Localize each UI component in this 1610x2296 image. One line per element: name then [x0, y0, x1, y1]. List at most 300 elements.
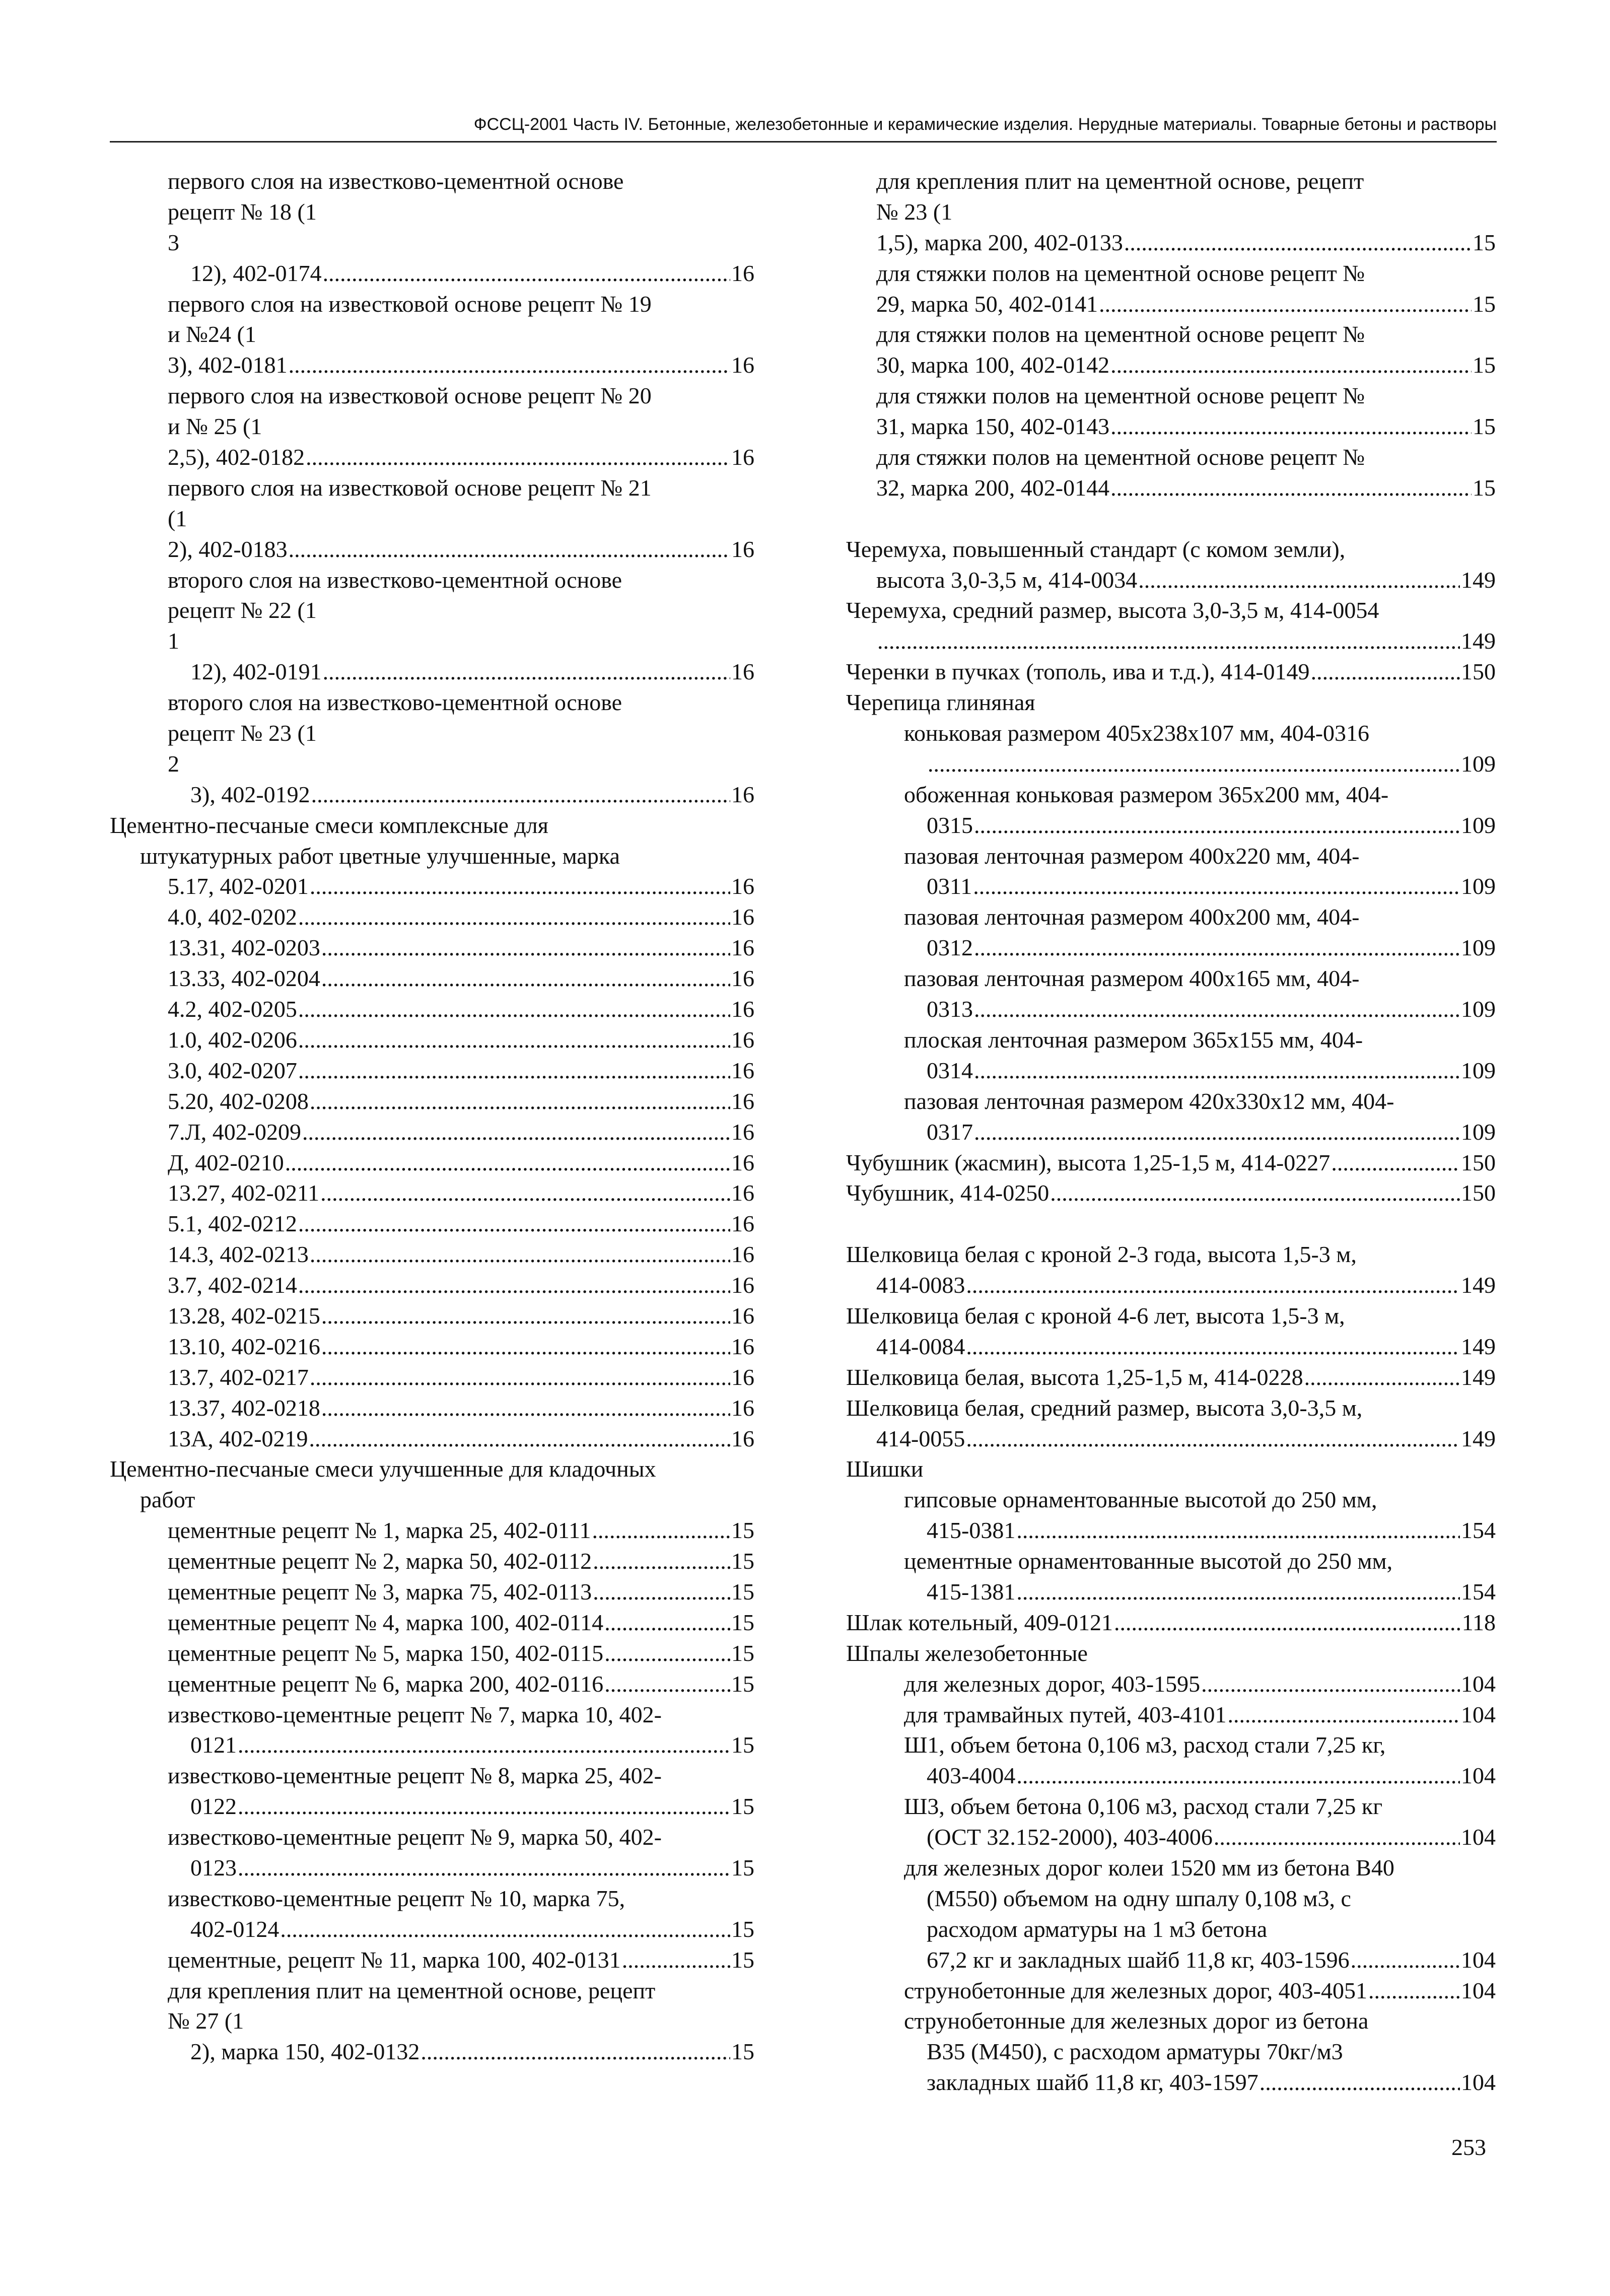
entry-text: для трамвайных путей, 403-4101: [904, 1701, 1227, 1727]
index-entry: [846, 1148, 1496, 1178]
dot-leader: [974, 1056, 1460, 1086]
index-entry: [846, 1424, 1496, 1454]
entry-text: цементные рецепт № 2, марка 50, 402-0112: [168, 1548, 592, 1574]
entry-page-number: 16: [731, 1149, 754, 1175]
index-line: Цементно-песчаные смеси улучшенные для кладочных: [110, 1456, 656, 1482]
entry-page-number: 16: [731, 996, 754, 1022]
index-line: Ш1, объем бетона 0,106 м3, расход стали 7,25 кг,: [904, 1732, 1386, 1758]
index-entry: [110, 1914, 754, 1945]
entry-text: 13А, 402-0219: [168, 1425, 308, 1451]
dot-leader: [1368, 1976, 1460, 2006]
entry-page-number: 16: [731, 1364, 754, 1390]
index-line: известково-цементные рецепт № 7, марка 10, 402-: [168, 1701, 662, 1727]
entry-text: 13.31, 402-0203: [168, 935, 320, 961]
index-line: Шелковица белая с кроной 2-3 года, высота 1,5-3 м,: [846, 1241, 1357, 1268]
dot-leader: [974, 933, 1460, 963]
entry-text: 402-0124: [190, 1916, 279, 1942]
entry-page-number: 15: [731, 1916, 754, 1942]
dot-leader: [238, 1853, 730, 1884]
index-entry: [110, 871, 754, 902]
entry-page-number: 149: [1461, 567, 1496, 593]
dot-leader: [966, 1270, 1460, 1301]
entry-page-number: 15: [731, 1793, 754, 1820]
entry-page-number: 149: [1461, 1333, 1496, 1359]
index-line: работ: [140, 1487, 195, 1513]
entry-page-number: 16: [731, 659, 754, 685]
dot-leader: [1259, 2067, 1460, 2098]
entry-page-number: 16: [731, 1302, 754, 1329]
dot-leader: [298, 994, 730, 1025]
index-entry: [846, 810, 1496, 841]
dot-leader: [298, 1025, 730, 1056]
entry-text: 0311: [927, 873, 972, 899]
entry-page-number: 15: [1473, 413, 1496, 440]
entry-text: 403-4004: [927, 1763, 1016, 1789]
entry-text: 29, марка 50, 402-0141: [876, 291, 1098, 317]
page-number: 253: [1451, 2134, 1486, 2160]
index-entry: [110, 1362, 754, 1393]
index-entry: [110, 1608, 754, 1638]
entry-page-number: 15: [731, 1548, 754, 1574]
index-entry: [110, 534, 754, 565]
entry-text: 3.7, 402-0214: [168, 1272, 297, 1298]
entry-page-number: 104: [1461, 2069, 1496, 2096]
dot-leader: [306, 442, 730, 473]
entry-page-number: 15: [731, 1854, 754, 1881]
entry-text: 1.0, 402-0206: [168, 1026, 297, 1053]
dot-leader: [1311, 657, 1460, 687]
entry-page-number: 15: [731, 1609, 754, 1635]
index-entry: [110, 1853, 754, 1884]
index-line: известково-цементные рецепт № 10, марка 75,: [168, 1885, 625, 1911]
index-entry: [846, 1362, 1496, 1393]
index-line: 3: [168, 229, 179, 255]
index-line: для крепления плит на цементной основе, рецепт: [876, 168, 1364, 194]
dot-leader: [1114, 1608, 1461, 1638]
entry-page-number: 16: [731, 1088, 754, 1114]
index-entry: [110, 963, 754, 994]
index-line: Черемуха, повышенный стандарт (с комом земли),: [846, 536, 1346, 562]
dot-leader: [593, 1577, 730, 1608]
index-entry: [110, 1239, 754, 1270]
dot-leader: [1304, 1362, 1460, 1393]
index-entry: [846, 994, 1496, 1025]
entry-text: цементные рецепт № 3, марка 75, 402-0113: [168, 1578, 592, 1605]
entry-text: 31, марка 150, 402-0143: [876, 413, 1110, 440]
index-entry: [110, 1669, 754, 1700]
entry-page-number: 15: [1473, 229, 1496, 255]
entry-text: 13.27, 402-0211: [168, 1180, 320, 1206]
index-entry: [110, 1025, 754, 1056]
entry-text: Чубушник (жасмин), высота 1,25-1,5 м, 414-0227: [846, 1149, 1331, 1175]
entry-text: 12), 402-0174: [190, 260, 322, 286]
index-entry: [846, 1761, 1496, 1791]
index-entry: [846, 350, 1496, 381]
dot-leader: [238, 1791, 730, 1822]
entry-page-number: 16: [731, 904, 754, 930]
entry-text: 7.Л, 402-0209: [168, 1119, 302, 1145]
section-gap: [846, 1209, 1496, 1239]
index-line: первого слоя на известковой основе рецепт № 21: [168, 474, 652, 501]
index-line: известково-цементные рецепт № 9, марка 50, 402-: [168, 1824, 662, 1850]
index-line: второго слоя на известково-цементной основе: [168, 567, 622, 593]
dot-leader: [289, 350, 730, 381]
index-entry: [110, 1301, 754, 1332]
entry-text: 14.3, 402-0213: [168, 1241, 309, 1268]
entry-page-number: 16: [731, 444, 754, 470]
index-entry: [846, 1515, 1496, 1546]
entry-page-number: 16: [731, 352, 754, 378]
entry-page-number: 104: [1461, 1824, 1496, 1850]
index-line: 2: [168, 750, 179, 777]
entry-page-number: 16: [731, 260, 754, 286]
entry-text: 32, марка 200, 402-0144: [876, 474, 1110, 501]
dot-leader: [302, 1117, 730, 1148]
index-entry: [110, 1332, 754, 1362]
entry-text: 0123: [190, 1854, 237, 1881]
index-entry: [846, 1117, 1496, 1148]
dot-leader: [285, 1148, 730, 1178]
index-entry: [846, 1270, 1496, 1301]
entry-text: 0313: [927, 996, 973, 1022]
dot-leader: [604, 1608, 730, 1638]
entry-text: 13.28, 402-0215: [168, 1302, 320, 1329]
index-line: плоская ленточная размером 365x155 мм, 404-: [904, 1026, 1363, 1053]
dot-leader: [1099, 289, 1472, 320]
index-line: второго слоя на известково-цементной основе: [168, 689, 622, 716]
index-entry: [110, 657, 754, 687]
entry-text: 13.7, 402-0217: [168, 1364, 309, 1390]
entry-page-number: 15: [731, 1578, 754, 1605]
index-line: для железных дорог колеи 1520 мм из бетона В40: [904, 1854, 1394, 1881]
index-entry: [110, 1148, 754, 1178]
dot-leader: [974, 1117, 1460, 1148]
entry-page-number: 15: [731, 1517, 754, 1544]
entry-text: 0317: [927, 1119, 973, 1145]
entry-page-number: 150: [1461, 1149, 1496, 1175]
entry-page-number: 104: [1461, 1946, 1496, 1973]
entry-text: 414-0055: [876, 1425, 965, 1451]
entry-text: 3), 402-0192: [190, 781, 310, 807]
entry-text: Д, 402-0210: [168, 1149, 284, 1175]
dot-leader: [928, 749, 1460, 780]
entry-page-number: 16: [731, 536, 754, 562]
entry-text: 2), марка 150, 402-0132: [190, 2039, 420, 2065]
section-gap: [846, 504, 1496, 534]
index-line: Черемуха, средний размер, высота 3,0-3,5 м, 414-0054: [846, 597, 1379, 623]
entry-page-number: 16: [731, 965, 754, 992]
index-line: для стяжки полов на цементной основе рецепт №: [876, 444, 1365, 470]
dot-leader: [1016, 1761, 1460, 1791]
index-entry: [110, 994, 754, 1025]
entry-page-number: 109: [1461, 812, 1496, 838]
dot-leader: [321, 933, 730, 963]
entry-page-number: 109: [1461, 1119, 1496, 1145]
dot-leader: [592, 1515, 730, 1546]
dot-leader: [1050, 1178, 1460, 1209]
dot-leader: [298, 1209, 730, 1239]
index-line: (1: [168, 505, 187, 531]
dot-leader: [320, 1178, 730, 1209]
entry-text: цементные, рецепт № 11, марка 100, 402-0131: [168, 1946, 621, 1973]
entry-page-number: 109: [1461, 996, 1496, 1022]
index-entry: [846, 289, 1496, 320]
index-entry: [110, 1117, 754, 1148]
dot-leader: [1214, 1822, 1460, 1853]
index-line: 1: [168, 628, 179, 654]
dot-leader: [1110, 350, 1472, 381]
entry-text: 3), 402-0181: [168, 352, 288, 378]
entry-text: 0315: [927, 812, 973, 838]
dot-leader: [1201, 1669, 1460, 1700]
entry-page-number: 15: [731, 1671, 754, 1697]
dot-leader: [421, 2037, 730, 2067]
entry-text: Черенки в пучках (тополь, ива и т.д.), 414-0149: [846, 659, 1310, 685]
entry-page-number: 15: [731, 1732, 754, 1758]
entry-text: 30, марка 100, 402-0142: [876, 352, 1110, 378]
index-entry: [846, 565, 1496, 596]
index-line: Цементно-песчаные смеси комплексные для: [110, 812, 548, 838]
entry-page-number: 109: [1461, 1057, 1496, 1083]
entry-page-number: 15: [1473, 291, 1496, 317]
index-column-right: [846, 166, 1496, 2098]
dot-leader: [1016, 1515, 1460, 1546]
entry-page-number: 149: [1461, 1272, 1496, 1298]
entry-page-number: 104: [1461, 1701, 1496, 1727]
dot-leader: [310, 871, 730, 902]
index-entry: [110, 933, 754, 963]
index-line: штукатурных работ цветные улучшенные, марка: [140, 843, 620, 869]
entry-text: струнобетонные для железных дорог, 403-4051: [904, 1977, 1367, 2003]
entry-text: 13.10, 402-0216: [168, 1333, 320, 1359]
index-entry: [110, 350, 754, 381]
index-line: пазовая ленточная размером 400x200 мм, 404-: [904, 904, 1360, 930]
entry-text: цементные рецепт № 4, марка 100, 402-0114: [168, 1609, 604, 1635]
dot-leader: [877, 626, 1460, 657]
index-line: известково-цементные рецепт № 8, марка 25, 402-: [168, 1763, 662, 1789]
index-entry: [110, 1270, 754, 1301]
index-line: пазовая ленточная размером 400x220 мм, 404-: [904, 843, 1360, 869]
entry-text: 0121: [190, 1732, 237, 1758]
index-line: цементные орнаментованные высотой до 250 мм,: [904, 1548, 1393, 1574]
index-line: первого слоя на известково-цементной основе: [168, 168, 624, 194]
dot-leader: [321, 1301, 730, 1332]
entry-page-number: 109: [1461, 935, 1496, 961]
index-entry: [110, 2037, 754, 2067]
entry-page-number: 16: [731, 1026, 754, 1053]
entry-text: Шлак котельный, 409-0121: [846, 1609, 1113, 1635]
index-entry: [110, 780, 754, 810]
index-line: обоженная коньковая размером 365x200 мм, 404-: [904, 781, 1389, 807]
index-entry: [110, 902, 754, 933]
index-column-left: [110, 166, 754, 2067]
entry-text: 5.1, 402-0212: [168, 1211, 297, 1237]
entry-page-number: 154: [1461, 1517, 1496, 1544]
entry-text: 13.33, 402-0204: [168, 965, 320, 992]
index-entry: [110, 1424, 754, 1454]
dot-leader: [311, 780, 730, 810]
index-line: Черепица глиняная: [846, 689, 1035, 716]
index-line: для стяжки полов на цементной основе рецепт №: [876, 321, 1365, 347]
index-line: для стяжки полов на цементной основе рецепт №: [876, 383, 1365, 409]
index-entry: [846, 473, 1496, 504]
index-entry: [846, 1577, 1496, 1608]
entry-page-number: 149: [1461, 1425, 1496, 1451]
entry-text: 4.0, 402-0202: [168, 904, 297, 930]
running-header: ФССЦ-2001 Часть IV. Бетонные, железобетонные и керамические изделия. Нерудные материалы. Товарные бетоны и растворы: [110, 112, 1497, 143]
index-line: рецепт № 23 (1: [168, 720, 317, 746]
entry-page-number: 104: [1461, 1671, 1496, 1697]
dot-leader: [593, 1546, 730, 1577]
dot-leader: [1110, 411, 1472, 442]
index-entry: [846, 1700, 1496, 1730]
index-line: пазовая ленточная размером 420x330x12 мм, 404-: [904, 1088, 1394, 1114]
entry-page-number: 16: [731, 1425, 754, 1451]
index-entry: [110, 1638, 754, 1669]
dot-leader: [298, 1270, 730, 1301]
index-entry: [110, 1056, 754, 1086]
entry-text: 2,5), 402-0182: [168, 444, 305, 470]
entry-page-number: 16: [731, 1241, 754, 1268]
dot-leader: [622, 1945, 730, 1976]
dot-leader: [298, 1056, 730, 1086]
entry-text: цементные рецепт № 6, марка 200, 402-0116: [168, 1671, 604, 1697]
entry-text: 0314: [927, 1057, 973, 1083]
index-entry: [846, 411, 1496, 442]
entry-page-number: 16: [731, 1211, 754, 1237]
dot-leader: [321, 1332, 730, 1362]
entry-page-number: 16: [731, 1180, 754, 1206]
entry-page-number: 16: [731, 781, 754, 807]
dot-leader: [966, 1332, 1460, 1362]
index-line: расходом арматуры на 1 м3 бетона: [927, 1916, 1268, 1942]
dot-leader: [310, 1239, 730, 1270]
entry-text: 67,2 кг и закладных шайб 11,8 кг, 403-1596: [927, 1946, 1350, 1973]
dot-leader: [321, 963, 730, 994]
index-line: для стяжки полов на цементной основе рецепт №: [876, 260, 1365, 286]
dot-leader: [1124, 228, 1472, 258]
index-entry: [846, 1669, 1496, 1700]
index-line: рецепт № 18 (1: [168, 198, 317, 225]
index-line: первого слоя на известковой основе рецепт № 19: [168, 291, 652, 317]
dot-leader: [973, 871, 1460, 902]
dot-leader: [1331, 1148, 1460, 1178]
index-entry: [846, 1822, 1496, 1853]
entry-page-number: 15: [731, 2039, 754, 2065]
index-entry: [110, 1791, 754, 1822]
index-line: Ш3, объем бетона 0,106 м3, расход стали 7,25 кг: [904, 1793, 1383, 1820]
index-entry: [846, 657, 1496, 687]
index-line: Шпалы железобетонные: [846, 1640, 1088, 1666]
dot-leader: [323, 657, 730, 687]
entry-page-number: 16: [731, 1272, 754, 1298]
entry-page-number: 16: [731, 873, 754, 899]
entry-page-number: 118: [1461, 1609, 1496, 1635]
index-entry: [110, 1393, 754, 1424]
dot-leader: [1138, 565, 1460, 596]
entry-page-number: 15: [1473, 352, 1496, 378]
entry-text: 12), 402-0191: [190, 659, 322, 685]
dot-leader: [1227, 1700, 1460, 1730]
dot-leader: [974, 994, 1460, 1025]
entry-text: 13.37, 402-0218: [168, 1395, 320, 1421]
entry-page-number: 16: [731, 935, 754, 961]
entry-page-number: 16: [731, 1119, 754, 1145]
index-entry: [846, 1056, 1496, 1086]
entry-page-number: 150: [1461, 659, 1496, 685]
entry-text: Шелковица белая, высота 1,25-1,5 м, 414-0228: [846, 1364, 1303, 1390]
entry-text: высота 3,0-3,5 м, 414-0034: [876, 567, 1138, 593]
dot-leader: [298, 902, 730, 933]
index-entry: [846, 1332, 1496, 1362]
dot-leader: [309, 1424, 730, 1454]
index-line: струнобетонные для железных дорог из бетона: [904, 2008, 1369, 2034]
index-entry: [846, 871, 1496, 902]
entry-text: 4.2, 402-0205: [168, 996, 297, 1022]
entry-page-number: 15: [1473, 474, 1496, 501]
dot-leader: [604, 1638, 730, 1669]
index-entry: [846, 228, 1496, 258]
entry-page-number: 104: [1461, 1977, 1496, 2003]
entry-text: 5.17, 402-0201: [168, 873, 309, 899]
index-entry: [110, 1577, 754, 1608]
entry-page-number: 16: [731, 1333, 754, 1359]
index-line: коньковая размером 405x238x107 мм, 404-0316: [904, 720, 1370, 746]
entry-text: 414-0084: [876, 1333, 965, 1359]
index-entry: [846, 1945, 1496, 1976]
entry-text: цементные рецепт № 1, марка 25, 402-0111: [168, 1517, 591, 1544]
entry-page-number: 16: [731, 1057, 754, 1083]
index-entry: [110, 442, 754, 473]
entry-page-number: 150: [1461, 1180, 1496, 1206]
entry-text: для железных дорог, 403-1595: [904, 1671, 1201, 1697]
index-line: Шишки: [846, 1456, 924, 1482]
index-entry: [846, 1976, 1496, 2006]
entry-text: 5.20, 402-0208: [168, 1088, 309, 1114]
index-line: гипсовые орнаментованные высотой до 250 мм,: [904, 1487, 1377, 1513]
index-line: Шелковица белая, средний размер, высота 3,0-3,5 м,: [846, 1395, 1363, 1421]
entry-page-number: 104: [1461, 1763, 1496, 1789]
index-entry: [846, 749, 1496, 780]
dot-leader: [1351, 1945, 1460, 1976]
dot-leader: [1016, 1577, 1460, 1608]
entry-page-number: 109: [1461, 873, 1496, 899]
entry-text: закладных шайб 11,8 кг, 403-1597: [927, 2069, 1258, 2096]
entry-page-number: 15: [731, 1640, 754, 1666]
index-line: рецепт № 22 (1: [168, 597, 317, 623]
index-entry: [110, 258, 754, 289]
dot-leader: [321, 1393, 730, 1424]
index-line: № 23 (1: [876, 198, 953, 225]
index-line: В35 (М450), с расходом арматуры 70кг/м3: [927, 2039, 1343, 2065]
entry-page-number: 15: [731, 1946, 754, 1973]
index-line: № 27 (1: [168, 2008, 244, 2034]
dot-leader: [310, 1086, 730, 1117]
index-entry: [110, 1546, 754, 1577]
index-entry: [846, 1608, 1496, 1638]
entry-text: 414-0083: [876, 1272, 965, 1298]
entry-page-number: 109: [1461, 750, 1496, 777]
index-entry: [110, 1178, 754, 1209]
dot-leader: [966, 1424, 1460, 1454]
index-line: первого слоя на известковой основе рецепт № 20: [168, 383, 652, 409]
entry-page-number: 149: [1461, 628, 1496, 654]
entry-text: (ОСТ 32.152-2000), 403-4006: [927, 1824, 1213, 1850]
index-entry: [846, 1178, 1496, 1209]
dot-leader: [280, 1914, 730, 1945]
index-line: (М550) объемом на одну шпалу 0,108 м3, с: [927, 1885, 1351, 1911]
index-line: пазовая ленточная размером 400x165 мм, 404-: [904, 965, 1360, 992]
